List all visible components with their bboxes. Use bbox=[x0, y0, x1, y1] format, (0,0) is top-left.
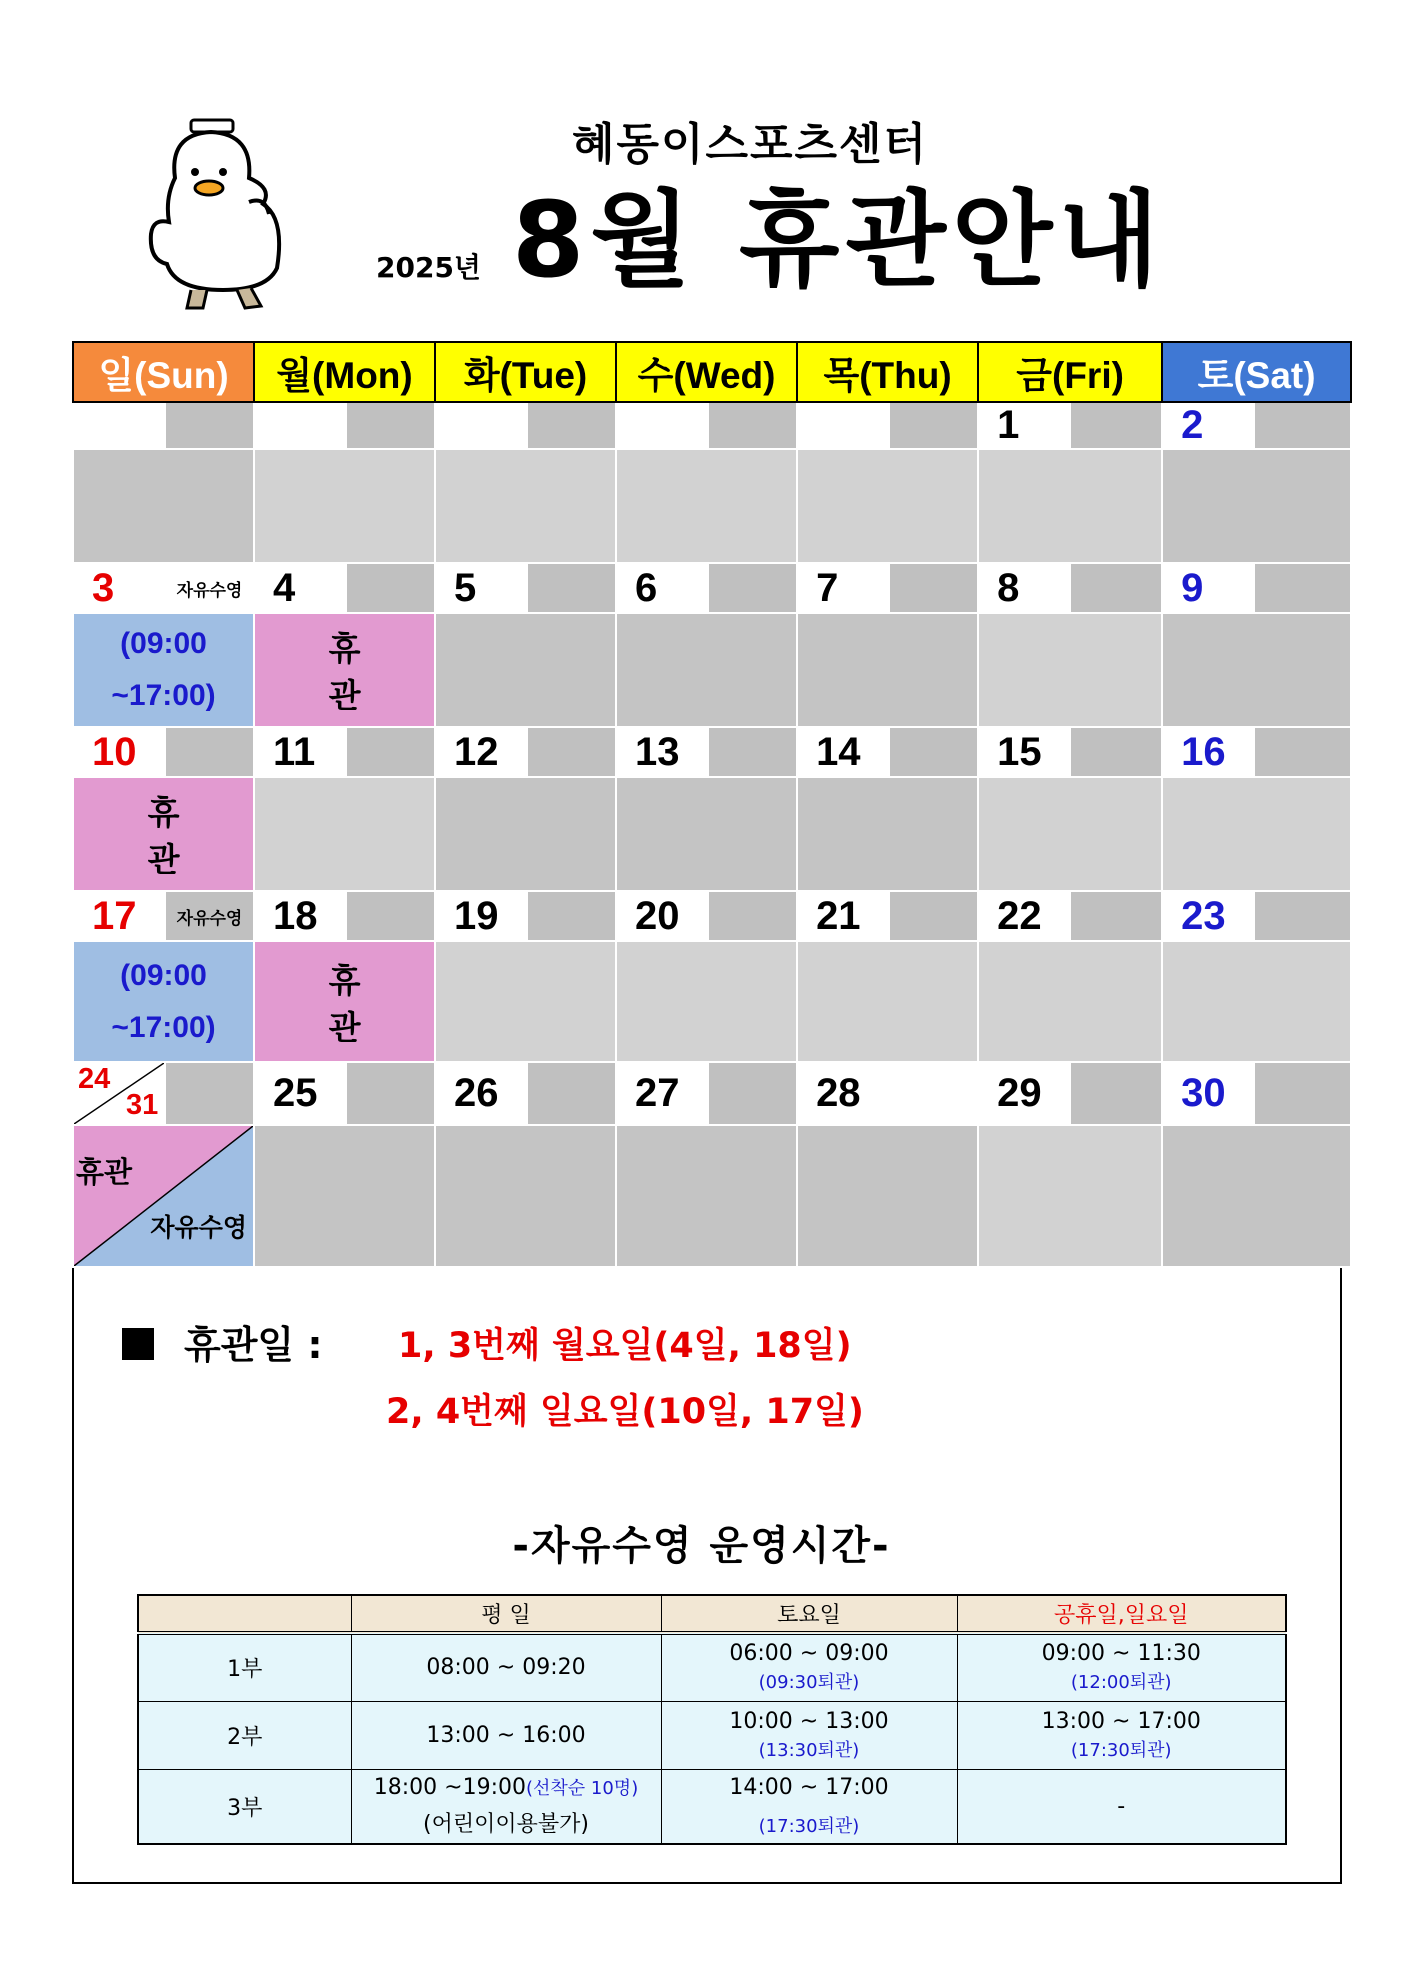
week-2-body-row bbox=[73, 613, 1351, 727]
weekday-header-fri: 금(Fri) bbox=[978, 342, 1162, 402]
day-number: 25 bbox=[254, 1062, 346, 1125]
weekday-time: 18:00 ~19:00 bbox=[373, 1774, 526, 1800]
day-tab bbox=[165, 727, 254, 777]
free-swim-end: ~17:00) bbox=[111, 679, 216, 712]
day-body bbox=[797, 941, 978, 1062]
day-number: 23 bbox=[1162, 891, 1254, 941]
split-day-24-31 bbox=[73, 1062, 165, 1125]
closed-day: 휴 관 bbox=[254, 941, 435, 1062]
day-number: 21 bbox=[797, 891, 889, 941]
weekday-header-thu: 목(Thu) bbox=[797, 342, 978, 402]
holiday-time-cell bbox=[957, 1633, 1286, 1701]
sports-center-name: 혜동이스포츠센터 bbox=[571, 119, 929, 170]
weekday-time: 13:00 ~ 16:00 bbox=[351, 1701, 661, 1769]
day-number bbox=[73, 402, 165, 449]
session-label: 3부 bbox=[138, 1769, 351, 1844]
day-tab bbox=[165, 1062, 254, 1125]
day-body bbox=[616, 613, 797, 727]
day-body bbox=[978, 1125, 1162, 1267]
week-3-date-row bbox=[73, 727, 1351, 777]
day-number: 17 bbox=[73, 891, 165, 941]
free-swim-start: (09:00 bbox=[120, 627, 207, 660]
day-tab bbox=[346, 402, 435, 449]
day-tab bbox=[1070, 563, 1162, 613]
calendar-table bbox=[72, 341, 1352, 1268]
day-number: 16 bbox=[1162, 727, 1254, 777]
day-tab bbox=[527, 402, 616, 449]
day-body bbox=[254, 1125, 435, 1267]
holiday-time-cell bbox=[957, 1701, 1286, 1769]
day-body bbox=[1162, 449, 1351, 563]
day-number: 28 bbox=[797, 1062, 889, 1125]
schedule-header-blank bbox=[138, 1595, 351, 1633]
weekday-time-cell bbox=[351, 1769, 661, 1844]
day-tab bbox=[889, 727, 978, 777]
day-tab bbox=[1254, 563, 1351, 613]
weekday-header-mon: 월(Mon) bbox=[254, 342, 435, 402]
duck-mascot-illustration bbox=[145, 118, 305, 318]
day-number: 18 bbox=[254, 891, 346, 941]
split-day-b: 31 bbox=[126, 1089, 159, 1121]
free-swim-tag: 자유수영 bbox=[165, 891, 254, 941]
holiday-time: - bbox=[957, 1769, 1286, 1844]
day-body bbox=[797, 1125, 978, 1267]
day-number bbox=[254, 402, 346, 449]
day-tab bbox=[1070, 402, 1162, 449]
day-tab bbox=[1254, 1062, 1351, 1125]
closed-day: 휴 관 bbox=[254, 613, 435, 727]
day-body bbox=[616, 1125, 797, 1267]
day-number: 22 bbox=[978, 891, 1070, 941]
schedule-header-holiday: 공휴일,일요일 bbox=[957, 1595, 1286, 1633]
split-day-a: 24 bbox=[78, 1063, 111, 1095]
day-number: 8 bbox=[978, 563, 1070, 613]
day-number: 9 bbox=[1162, 563, 1254, 613]
square-bullet-icon bbox=[122, 1328, 154, 1360]
day-body bbox=[435, 1125, 616, 1267]
day-tab bbox=[889, 891, 978, 941]
day-body bbox=[1162, 1125, 1351, 1267]
day-body bbox=[435, 613, 616, 727]
schedule-header-saturday: 토요일 bbox=[661, 1595, 957, 1633]
weekday-header-sat: 토(Sat) bbox=[1162, 342, 1351, 402]
saturday-time-cell bbox=[661, 1769, 957, 1844]
closure-rule-2: 2, 4번째 일요일(10일, 17일) bbox=[386, 1392, 864, 1432]
day-number: 27 bbox=[616, 1062, 708, 1125]
week-5-body-row bbox=[73, 1125, 1351, 1267]
day-tab bbox=[527, 891, 616, 941]
day-tab bbox=[346, 891, 435, 941]
day-number: 29 bbox=[978, 1062, 1070, 1125]
day-tab bbox=[889, 1062, 978, 1125]
day-body bbox=[616, 449, 797, 563]
weekday-header-tue: 화(Tue) bbox=[435, 342, 616, 402]
day-body bbox=[1162, 613, 1351, 727]
free-swim-tag: 자유수영 bbox=[165, 563, 254, 613]
week-1-body-row bbox=[73, 449, 1351, 563]
day-tab bbox=[1070, 1062, 1162, 1125]
weekday-child-note: (어린이이용불가) bbox=[423, 1811, 589, 1837]
week-4-date-row bbox=[73, 891, 1351, 941]
week-2-date-row bbox=[73, 563, 1351, 613]
day-body bbox=[435, 941, 616, 1062]
day-body bbox=[978, 613, 1162, 727]
day-number: 26 bbox=[435, 1062, 527, 1125]
saturday-time-cell bbox=[661, 1633, 957, 1701]
schedule-header-weekday: 평 일 bbox=[351, 1595, 661, 1633]
saturday-time: 06:00 ~ 09:00 bbox=[729, 1641, 889, 1667]
session-label: 1부 bbox=[138, 1633, 351, 1701]
day-body bbox=[1162, 941, 1351, 1062]
day-tab bbox=[1254, 727, 1351, 777]
week-1-date-row bbox=[73, 402, 1351, 449]
day-number: 6 bbox=[616, 563, 708, 613]
day-body bbox=[797, 449, 978, 563]
day-body bbox=[616, 941, 797, 1062]
day-body bbox=[978, 941, 1162, 1062]
day-number bbox=[435, 402, 527, 449]
free-swim-end: ~17:00) bbox=[111, 1010, 216, 1044]
holiday-time: 09:00 ~ 11:30 bbox=[1041, 1641, 1201, 1667]
day-tab bbox=[346, 727, 435, 777]
schedule-header-row bbox=[138, 1595, 1286, 1633]
day-tab bbox=[165, 402, 254, 449]
holiday-exit-time: (17:30퇴관) bbox=[1070, 1739, 1172, 1761]
day-number: 20 bbox=[616, 891, 708, 941]
day-tab bbox=[527, 1062, 616, 1125]
day-body bbox=[797, 777, 978, 891]
holiday-time: 13:00 ~ 17:00 bbox=[1041, 1708, 1201, 1734]
day-tab bbox=[527, 727, 616, 777]
weekday-header-sun: 일(Sun) bbox=[73, 342, 254, 402]
day-number bbox=[797, 402, 889, 449]
day-body bbox=[978, 777, 1162, 891]
session-label: 2부 bbox=[138, 1701, 351, 1769]
day-tab bbox=[1070, 727, 1162, 777]
weekday-header-row bbox=[73, 342, 1351, 402]
day-tab bbox=[346, 563, 435, 613]
day-tab bbox=[1254, 891, 1351, 941]
week-3-body-row bbox=[73, 777, 1351, 891]
weekday-time: 08:00 ~ 09:20 bbox=[351, 1633, 661, 1701]
day-body bbox=[616, 777, 797, 891]
day-body bbox=[435, 449, 616, 563]
day-tab bbox=[1254, 402, 1351, 449]
day-number: 5 bbox=[435, 563, 527, 613]
free-swim-hours bbox=[73, 613, 254, 727]
closed-and-free-swim-day bbox=[73, 1125, 254, 1267]
day-number: 10 bbox=[73, 727, 165, 777]
day-number bbox=[616, 402, 708, 449]
day-body bbox=[435, 777, 616, 891]
day-number: 30 bbox=[1162, 1062, 1254, 1125]
day-tab bbox=[708, 1062, 797, 1125]
saturday-time-cell bbox=[661, 1701, 957, 1769]
schedule-row bbox=[138, 1633, 1286, 1701]
schedule-row bbox=[138, 1701, 1286, 1769]
day-tab bbox=[708, 402, 797, 449]
day-tab bbox=[708, 891, 797, 941]
day-number: 13 bbox=[616, 727, 708, 777]
day-tab bbox=[708, 563, 797, 613]
day-number: 15 bbox=[978, 727, 1070, 777]
day-number: 14 bbox=[797, 727, 889, 777]
day-number: 19 bbox=[435, 891, 527, 941]
week-4-body-row bbox=[73, 941, 1351, 1062]
day-number: 7 bbox=[797, 563, 889, 613]
day-number: 2 bbox=[1162, 402, 1254, 449]
year-label: 2025년 bbox=[376, 251, 481, 284]
day-number: 4 bbox=[254, 563, 346, 613]
free-swim-label: 자유수영 bbox=[150, 1213, 248, 1242]
day-tab bbox=[346, 1062, 435, 1125]
day-tab bbox=[708, 727, 797, 777]
day-body bbox=[1162, 777, 1351, 891]
weekday-capacity-note: (선착순 10명) bbox=[526, 1777, 639, 1799]
saturday-time: 10:00 ~ 13:00 bbox=[729, 1708, 889, 1734]
closure-label-text: 휴관일 : bbox=[184, 1323, 323, 1367]
saturday-exit-time: (13:30퇴관) bbox=[758, 1739, 860, 1761]
swim-schedule-title: -자유수영 운영시간- bbox=[512, 1523, 891, 1569]
day-tab bbox=[1070, 891, 1162, 941]
day-body bbox=[73, 449, 254, 563]
holiday-exit-time: (12:00퇴관) bbox=[1070, 1672, 1172, 1694]
free-swim-hours bbox=[73, 941, 254, 1062]
saturday-time: 14:00 ~ 17:00 bbox=[729, 1774, 889, 1800]
closure-notice-label bbox=[122, 1314, 323, 1369]
page-title: 8월 휴관안내 bbox=[512, 179, 1165, 301]
day-number: 11 bbox=[254, 727, 346, 777]
saturday-exit-time: (17:30퇴관) bbox=[758, 1815, 860, 1837]
day-body bbox=[254, 777, 435, 891]
weekday-header-wed: 수(Wed) bbox=[616, 342, 797, 402]
closure-rule-1: 1, 3번째 월요일(4일, 18일) bbox=[398, 1326, 852, 1366]
schedule-row bbox=[138, 1769, 1286, 1844]
day-number: 12 bbox=[435, 727, 527, 777]
week-5-date-row bbox=[73, 1062, 1351, 1125]
day-tab bbox=[889, 563, 978, 613]
day-body bbox=[978, 449, 1162, 563]
saturday-exit-time: (09:30퇴관) bbox=[758, 1672, 860, 1694]
day-tab bbox=[527, 563, 616, 613]
day-tab bbox=[889, 402, 978, 449]
closed-label-short: 휴관 bbox=[76, 1155, 133, 1189]
day-number: 1 bbox=[978, 402, 1070, 449]
swim-schedule-table bbox=[137, 1594, 1287, 1845]
closed-day: 휴 관 bbox=[73, 777, 254, 891]
closed-swim-diagonal bbox=[74, 1126, 253, 1266]
day-body bbox=[254, 449, 435, 563]
day-body bbox=[797, 613, 978, 727]
free-swim-start: (09:00 bbox=[120, 958, 207, 992]
day-number: 3 bbox=[73, 563, 165, 613]
